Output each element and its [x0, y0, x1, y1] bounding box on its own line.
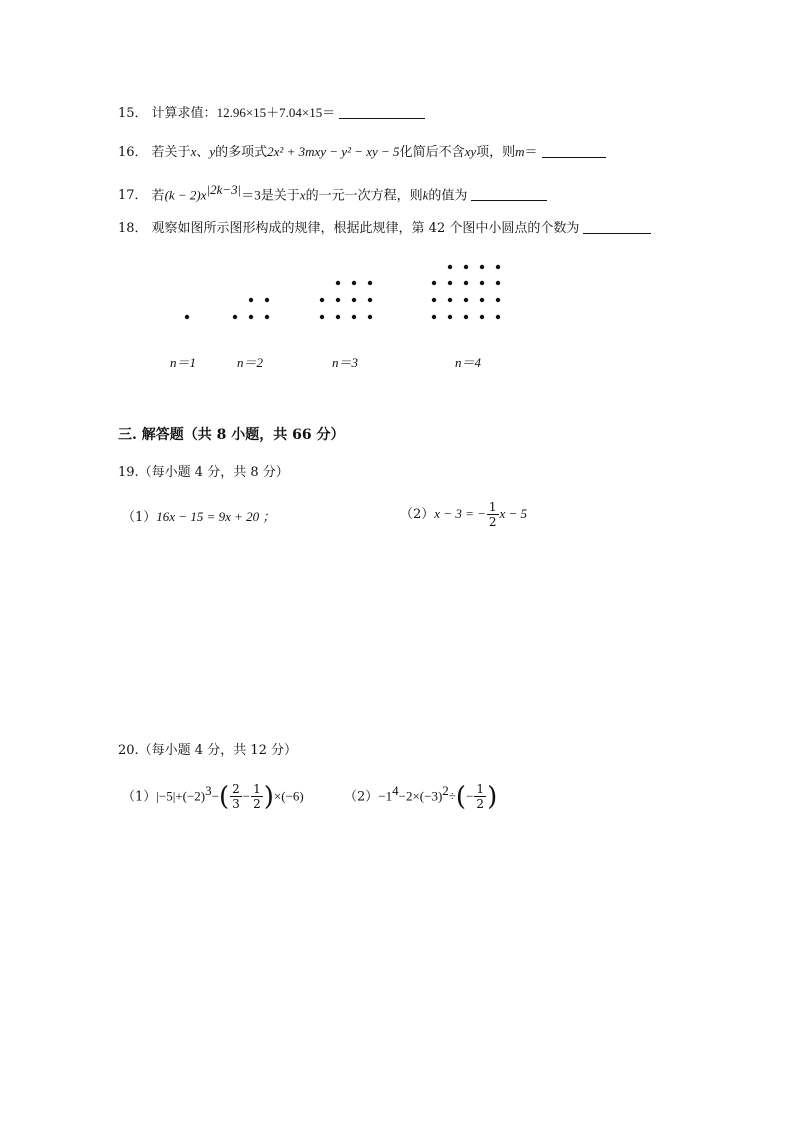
- part-label: （1）: [122, 510, 157, 525]
- question-19-header: 19.（每小题 4 分，共 8 分）: [118, 465, 289, 480]
- left-paren-icon: (: [455, 781, 467, 812]
- fraction: [474, 782, 486, 811]
- fraction: [230, 782, 242, 811]
- figure-label-n4: n＝4: [455, 355, 482, 370]
- answer-blank[interactable]: [471, 186, 547, 201]
- dot-pattern-figure: [160, 255, 520, 335]
- question-text: 若: [151, 188, 165, 204]
- figure-label-n1: n＝1: [170, 355, 197, 370]
- question-text: 观察如图所示图形构成的规律，根据此规律，第 42 个图中小圆点的个数为: [151, 221, 580, 236]
- fraction-numerator: 1: [476, 782, 485, 797]
- part-label: （2）: [400, 507, 435, 522]
- dot: [448, 281, 452, 285]
- fraction: [487, 500, 499, 529]
- dot: [320, 298, 324, 302]
- question-number: 18．: [118, 221, 148, 236]
- figure-label-n2: n＝2: [237, 355, 264, 370]
- dot: [336, 315, 340, 319]
- math-expression: ×(−6): [273, 788, 304, 804]
- section-title: 三. 解答题（共 8 小题，共 66 分）: [118, 427, 345, 443]
- dot: [448, 315, 452, 319]
- math-expression: ＝3: [241, 187, 261, 203]
- dot: [496, 298, 500, 302]
- dot: [185, 315, 189, 319]
- fraction: [251, 782, 263, 811]
- dot: [464, 315, 468, 319]
- dot: [249, 315, 253, 319]
- dot: [432, 298, 436, 302]
- operator: −: [211, 788, 219, 804]
- question-20-part2: [344, 782, 497, 811]
- variable-y: y: [209, 144, 216, 159]
- dot: [496, 265, 500, 269]
- part-label: （1）: [122, 789, 157, 805]
- question-19-part2: [400, 500, 527, 529]
- answer-blank[interactable]: [583, 219, 651, 234]
- dot: [480, 265, 484, 269]
- dot: [320, 315, 324, 319]
- question-text: 的值为: [428, 188, 468, 204]
- answer-blank[interactable]: [339, 104, 425, 119]
- equals: ＝: [524, 144, 538, 159]
- question-number: 17．: [118, 188, 148, 204]
- operator: −: [242, 788, 251, 804]
- question-15: [118, 104, 425, 123]
- exponent: |2k−3|: [206, 182, 242, 197]
- math-expression: 12.96×15＋7.04×15＝: [216, 105, 336, 120]
- dot: [464, 298, 468, 302]
- dot: [448, 298, 452, 302]
- exponent: 4: [392, 783, 399, 798]
- dot: [368, 315, 372, 319]
- question-17: [118, 181, 547, 205]
- fraction-numerator: 1: [488, 500, 497, 514]
- dot: [352, 281, 356, 285]
- question-number: 16．: [118, 145, 148, 160]
- math-expression: |−5|+(−2): [156, 788, 206, 804]
- dot: [352, 298, 356, 302]
- math-expression: −2×(−3): [398, 788, 443, 804]
- fraction-denominator: 2: [488, 515, 497, 529]
- question-text: 项，则: [476, 145, 516, 160]
- dot: [448, 265, 452, 269]
- question-number: 15．: [118, 106, 148, 121]
- variable-k: k: [422, 187, 429, 203]
- left-paren-icon: (: [218, 781, 230, 812]
- dot: [336, 298, 340, 302]
- question-text: 化简后不含: [399, 145, 465, 160]
- math-expression: −1: [378, 788, 393, 804]
- dot: [464, 281, 468, 285]
- dot: [480, 315, 484, 319]
- dot: [336, 281, 340, 285]
- fraction-denominator: 3: [232, 797, 240, 812]
- exponent: 3: [205, 783, 212, 798]
- question-text: 若关于: [151, 145, 191, 160]
- dot: [496, 281, 500, 285]
- question-text: 的多项式: [215, 145, 268, 160]
- dot: [432, 315, 436, 319]
- part-label: （2）: [344, 789, 379, 805]
- dot: [368, 298, 372, 302]
- variable-x: x: [299, 187, 306, 203]
- equation-right: x − 5: [499, 506, 528, 521]
- fraction-denominator: 2: [476, 797, 485, 812]
- dot: [265, 298, 269, 302]
- figure-label-n3: n＝3: [332, 355, 359, 370]
- dot: [265, 315, 269, 319]
- dot: [352, 315, 356, 319]
- dot: [496, 315, 500, 319]
- dot: [480, 298, 484, 302]
- dot: [249, 298, 253, 302]
- term-xy: xy: [464, 144, 477, 159]
- question-text: 的一元一次方程，则: [305, 188, 423, 204]
- question-19-part1: [122, 508, 275, 527]
- equation: 16x − 15 = 9x + 20 ；: [156, 509, 276, 524]
- answer-blank[interactable]: [542, 143, 606, 158]
- question-text: 计算求值：: [151, 106, 217, 121]
- operator: ÷: [448, 788, 456, 804]
- fraction-denominator: 2: [253, 797, 261, 812]
- operator: −: [466, 788, 474, 804]
- separator: 、: [196, 145, 210, 160]
- exponent: 2: [442, 783, 449, 798]
- fraction-numerator: 2: [232, 782, 240, 797]
- variable-m: m: [515, 144, 525, 159]
- polynomial: 2x² + 3mxy − y² − xy − 5: [267, 144, 400, 159]
- dot: [432, 281, 436, 285]
- fraction-numerator: 1: [253, 782, 261, 797]
- question-20-part1: [122, 782, 304, 811]
- question-20-header: 20.（每小题 4 分，共 12 分）: [118, 743, 298, 758]
- question-18: [118, 219, 651, 238]
- equation-left: x − 3 = −: [434, 506, 486, 521]
- dot: [368, 281, 372, 285]
- math-expression: (k − 2)x: [164, 187, 207, 203]
- dot: [233, 315, 237, 319]
- question-16: [118, 143, 606, 162]
- variable-x: x: [190, 144, 197, 159]
- dot: [464, 265, 468, 269]
- right-paren-icon: ): [487, 781, 498, 812]
- question-text: 是关于: [260, 188, 300, 204]
- right-paren-icon: ): [263, 781, 274, 812]
- dot: [480, 281, 484, 285]
